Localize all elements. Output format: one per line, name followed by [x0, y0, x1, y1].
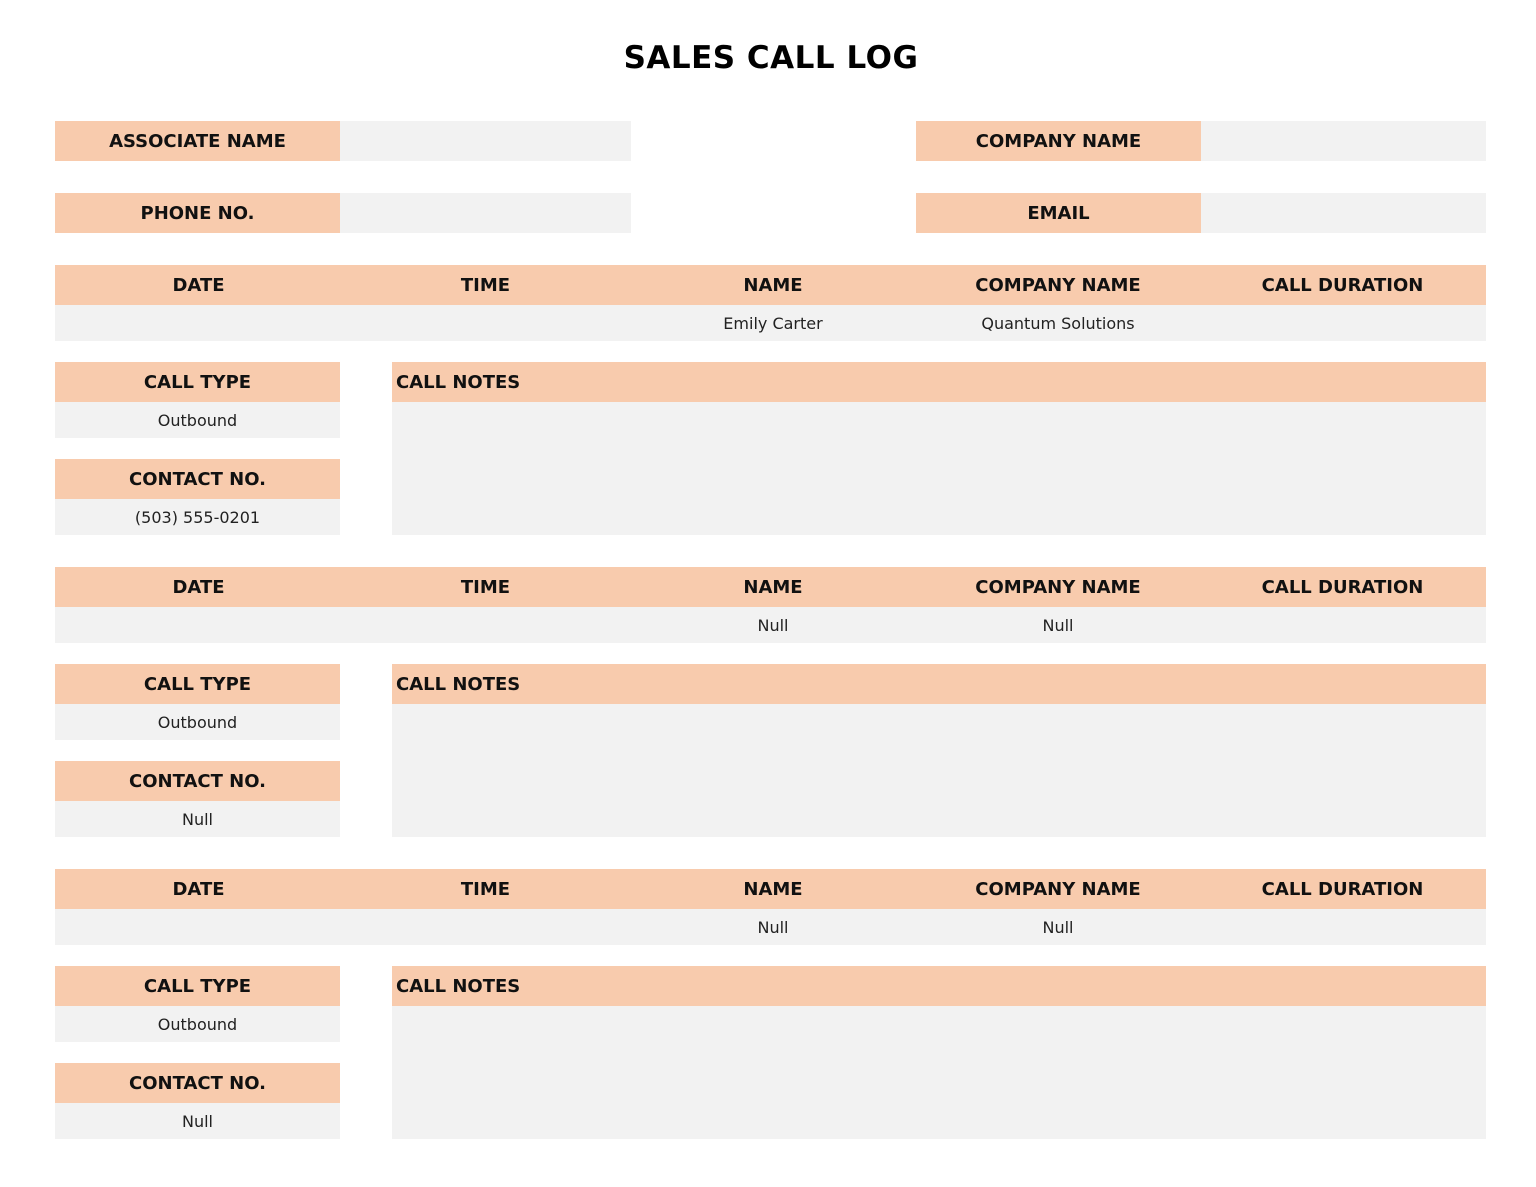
- call-notes-field[interactable]: [392, 402, 1486, 535]
- call-type-label: CALL TYPE: [55, 362, 340, 402]
- date-column-header: DATE: [172, 576, 225, 598]
- call-notes-label: CALL NOTES: [392, 966, 1486, 1006]
- email-field[interactable]: [1201, 193, 1486, 233]
- company-name-cell[interactable]: Quantum Solutions: [981, 313, 1135, 333]
- call-duration-column-header: CALL DURATION: [1261, 274, 1424, 296]
- company-name-column-header: COMPANY NAME: [975, 878, 1141, 900]
- email-label: EMAIL: [916, 193, 1201, 233]
- contact-no-label: CONTACT NO.: [55, 459, 340, 499]
- call-entry-3-value-row: [55, 909, 1486, 945]
- contact-no-value[interactable]: (503) 555-0201: [55, 499, 340, 535]
- call-duration-cell[interactable]: [1199, 607, 1486, 643]
- call-duration-column-header: CALL DURATION: [1261, 576, 1424, 598]
- contact-no-label: CONTACT NO.: [55, 1063, 340, 1103]
- call-notes-label: CALL NOTES: [392, 664, 1486, 704]
- call-notes-label: CALL NOTES: [392, 362, 1486, 402]
- associate-name-label: ASSOCIATE NAME: [55, 121, 340, 161]
- call-type-value[interactable]: Outbound: [55, 704, 340, 740]
- time-cell[interactable]: [342, 909, 629, 945]
- call-duration-cell[interactable]: [1199, 909, 1486, 945]
- call-type-value[interactable]: Outbound: [55, 402, 340, 438]
- name-cell[interactable]: Null: [757, 917, 789, 937]
- date-cell[interactable]: [55, 607, 342, 643]
- name-column-header: NAME: [743, 576, 803, 598]
- name-column-header: NAME: [743, 274, 803, 296]
- company-name-cell[interactable]: Null: [1042, 615, 1074, 635]
- date-cell[interactable]: [55, 909, 342, 945]
- phone-field[interactable]: [340, 193, 631, 233]
- call-type-value[interactable]: Outbound: [55, 1006, 340, 1042]
- name-cell[interactable]: Null: [757, 615, 789, 635]
- contact-no-value[interactable]: Null: [55, 801, 340, 837]
- contact-no-label: CONTACT NO.: [55, 761, 340, 801]
- call-duration-cell[interactable]: [1199, 305, 1486, 341]
- name-cell[interactable]: Emily Carter: [723, 313, 823, 333]
- company-name-cell[interactable]: Null: [1042, 917, 1074, 937]
- time-column-header: TIME: [460, 576, 511, 598]
- time-column-header: TIME: [460, 274, 511, 296]
- name-column-header: NAME: [743, 878, 803, 900]
- company-name-column-header: COMPANY NAME: [975, 274, 1141, 296]
- call-type-label: CALL TYPE: [55, 966, 340, 1006]
- time-cell[interactable]: [342, 607, 629, 643]
- call-duration-column-header: CALL DURATION: [1261, 878, 1424, 900]
- call-notes-field[interactable]: [392, 704, 1486, 837]
- call-entry-1-header-row: [55, 265, 1486, 305]
- call-type-label: CALL TYPE: [55, 664, 340, 704]
- time-cell[interactable]: [342, 305, 629, 341]
- call-entry-2-value-row: [55, 607, 1486, 643]
- page-title: SALES CALL LOG: [623, 40, 919, 76]
- company-name-column-header: COMPANY NAME: [975, 576, 1141, 598]
- call-entry-2-header-row: [55, 567, 1486, 607]
- associate-name-field[interactable]: [340, 121, 631, 161]
- company-name-label: COMPANY NAME: [916, 121, 1201, 161]
- date-cell[interactable]: [55, 305, 342, 341]
- date-column-header: DATE: [172, 274, 225, 296]
- company-name-field[interactable]: [1201, 121, 1486, 161]
- contact-no-value[interactable]: Null: [55, 1103, 340, 1139]
- call-entry-3-header-row: [55, 869, 1486, 909]
- time-column-header: TIME: [460, 878, 511, 900]
- call-entry-1-value-row: [55, 305, 1486, 341]
- phone-label: PHONE NO.: [55, 193, 340, 233]
- call-notes-field[interactable]: [392, 1006, 1486, 1139]
- date-column-header: DATE: [172, 878, 225, 900]
